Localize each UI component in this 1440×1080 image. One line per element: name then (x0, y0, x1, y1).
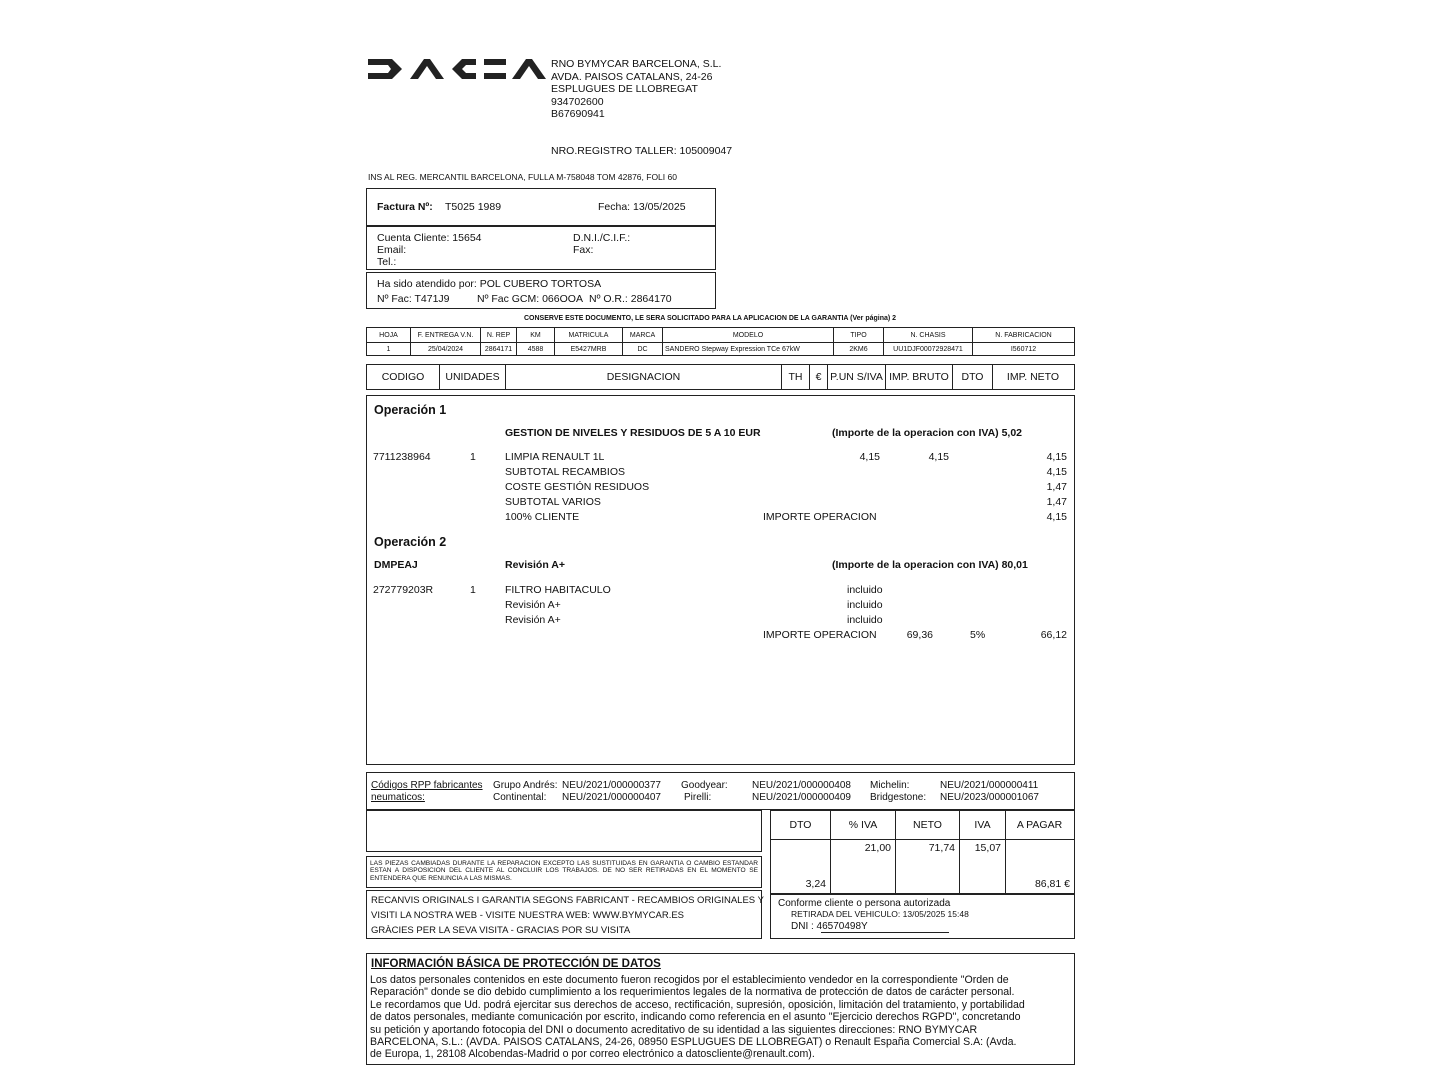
op2-dto: 5% (970, 629, 986, 641)
col-pun: P.UN S/IVA (828, 365, 886, 389)
totals-iva: 15,07 (974, 842, 1001, 854)
or-number: Nº O.R.: 2864170 (589, 293, 672, 305)
vv-entrega: 25/04/2024 (411, 343, 481, 356)
vv-fabricacion: I560712 (1010, 346, 1037, 353)
line-neto: 4,15 (1046, 466, 1067, 478)
col-euro: € (810, 365, 828, 389)
vv-modelo: SANDERO Stepway Expression TCe 67kW (663, 343, 834, 356)
recambios-box (366, 890, 762, 939)
vv-hoja: 1 (367, 343, 411, 356)
op1-importe: (Importe de la operacion con IVA) 5,02 (832, 427, 1023, 439)
totals-h-piva: % IVA (831, 811, 896, 839)
rpp-pirelli-label: Pirelli: (684, 792, 712, 803)
totals-piva: 21,00 (864, 842, 891, 854)
lines-header (366, 364, 1075, 390)
table-row (367, 600, 1073, 615)
line-included: incluido (847, 614, 883, 626)
importe-operacion-label: IMPORTE OPERACION (763, 511, 877, 523)
mercantile-registry: INS AL REG. MERCANTIL BARCELONA, FULLA M-758048 TOM 42876, FOLI 60 (368, 172, 677, 182)
dni-underline (821, 932, 949, 933)
rpp-label-1: Códigos RPP fabricantes (371, 780, 483, 791)
workshop-registry: NRO.REGISTRO TALLER: 105009047 (551, 145, 733, 157)
totals-col-dto (771, 840, 831, 893)
lines-body (366, 395, 1075, 765)
rpp-goodyear: NEU/2021/000000408 (752, 780, 851, 791)
line-text: FILTRO HABITACULO (505, 584, 611, 596)
vv-tipo: 2KM6 (834, 343, 884, 356)
client-email: Email: (377, 244, 407, 256)
col-unidades: UNIDADES (440, 365, 506, 389)
privacy-line: su petición y aportando fotocopia del DNI o documento acreditativo de su identidad a las siguientes direcciones: RNO BYMYCAR (370, 1023, 978, 1036)
vh-hoja: HOJA (367, 328, 411, 342)
totals-col-pagar (1006, 840, 1073, 893)
col-designacion: DESIGNACION (506, 365, 782, 389)
company-phone: 934702600 (551, 95, 604, 108)
totals-col-iva (960, 840, 1006, 893)
totals-pagar: 86,81 € (1034, 878, 1070, 891)
tel-underline-2 (519, 269, 577, 270)
col-neto: IMP. NETO (1006, 371, 1060, 383)
privacy-line: Reparación" donde se dio debido cumplimiento a los requerimientos legales de la normativa de protección de datos de carácter personal. (370, 986, 1015, 999)
table-row (367, 467, 1073, 482)
invoice-box (366, 188, 716, 226)
line-included: incluido (847, 599, 883, 611)
rpp-pirelli: NEU/2021/000000409 (752, 792, 851, 803)
privacy-line: Los datos personales contenidos en este documento fueron recogidos por el establecimiento vendedor en la correspondiente "Orden de (370, 974, 1009, 986)
privacy-title: INFORMACIÓN BÁSICA DE PROTECCIÓN DE DATOS (371, 958, 661, 970)
totals-value-row (771, 840, 1074, 893)
totals-h-iva: IVA (960, 811, 1006, 839)
privacy-line: Le recordamos que Ud. podrá ejercitar sus derechos de acceso, rectificación, supresión, oposición, limitación del tratamiento, y portabilidad (370, 998, 1025, 1011)
conforme-dni: DNI : 46570498Y (791, 921, 868, 932)
vv-chasis: UU1DJF00072928471 (884, 343, 973, 356)
op2-code: DMPEAJ (374, 559, 418, 571)
op1-title: Operación 1 (374, 403, 447, 417)
pieces-note-box (366, 856, 762, 888)
client-box (366, 226, 716, 270)
fac-gcm: Nº Fac GCM: 066OOA (477, 293, 583, 305)
client-account: Cuenta Cliente: 15654 (377, 232, 482, 244)
client-tel: Tel.: (377, 256, 397, 268)
rpp-bridgestone-label: Bridgestone: (870, 792, 927, 803)
privacy-line: BARCELONA, S.L.: (AVDA. PAISOS CATALANS, 24-26, 08950 ESPLUGUES DE LLOBREGAT) o Renault España Comercial S.A: (Avda. (370, 1036, 1017, 1049)
dacia-logo (366, 56, 546, 82)
vh-tipo: TIPO (834, 328, 884, 342)
rpp-bridgestone: NEU/2023/000001067 (940, 792, 1039, 803)
rpp-box (366, 772, 1075, 810)
importe-operacion-label: IMPORTE OPERACION (763, 629, 877, 641)
vv-rep: 2864171 (481, 343, 517, 356)
invoice-number: T5025 1989 (445, 201, 502, 213)
pieces-note: LAS PIEZAS CAMBIADAS DURANTE LA REPARACION EXCEPTO LAS SUSTITUIDAS EN GARANTIA O CAMBIO ESTANDAR ESTAN A DISPOSICION DEL CLIENTE AL CONCLUIR LOS TRABAJOS. DE NO SER RETIRADAS EN EL MOMENTO SE ENTENDERA QUE RENUNCIA A LAS MISMAS. (370, 860, 758, 882)
company-city: ESPLUGUES DE LLOBREGAT (551, 83, 698, 96)
op2-desc: Revisión A+ (505, 559, 566, 571)
vh-chasis: N. CHASIS (884, 328, 973, 342)
totals-h-dto: DTO (771, 811, 831, 839)
vh-km: KM (517, 328, 555, 342)
vehicle-header-row (367, 328, 1074, 343)
recambios-line-3: GRÀCIES PER LA SEVA VISITA - GRACIAS POR SU VISITA (371, 925, 631, 936)
rpp-label-2: neumaticos: (371, 792, 425, 803)
guarantee-note: CONSERVE ESTE DOCUMENTO, LE SERA SOLICITADO PARA LA APLICACION DE LA GARANTIA (Ver página) 2 (524, 315, 897, 322)
privacy-text (370, 974, 1070, 1061)
rpp-goodyear-label: Goodyear: (681, 780, 728, 791)
totals-box (770, 810, 1075, 894)
recambios-line-2: VISITI LA NOSTRA WEB - VISITE NUESTRA WEB: WWW.BYMYCAR.ES (371, 910, 685, 921)
privacy-line: de Europa, 1, 28108 Alcobendas-Madrid o por correo electrónico a datoscliente@renault.com). (370, 1048, 815, 1061)
line-code: 7711238964 (373, 451, 431, 463)
totals-h-pagar: A PAGAR (1016, 819, 1063, 831)
conforme-box (770, 894, 1075, 939)
tel-underline (397, 269, 457, 270)
line-code: 272779203R (373, 584, 434, 596)
col-th: TH (782, 365, 810, 389)
totals-neto: 71,74 (928, 842, 955, 854)
client-fax: Fax: (573, 244, 594, 256)
conforme-line-1: Conforme cliente o persona autorizada (778, 898, 951, 909)
line-text: 100% CLIENTE (505, 511, 580, 523)
line-text: SUBTOTAL RECAMBIOS (505, 466, 625, 478)
line-neto: 4,15 (1046, 451, 1067, 463)
rpp-continental: NEU/2021/000000407 (562, 792, 661, 803)
rpp-grupo: NEU/2021/000000377 (562, 780, 661, 791)
line-text: Revisión A+ (505, 599, 561, 611)
vh-rep: N. REP (481, 328, 517, 342)
op1-desc: GESTION DE NIVELES Y RESIDUOS DE 5 A 10 EUR (505, 427, 761, 439)
totals-col-neto (896, 840, 960, 893)
line-units: 1 (470, 584, 476, 596)
line-units: 1 (470, 451, 476, 463)
totals-header-row (771, 811, 1074, 840)
col-codigo: CODIGO (367, 365, 440, 389)
vh-marca: MARCA (623, 328, 663, 342)
privacy-box (366, 953, 1075, 1065)
op2-importe: (Importe de la operacion con IVA) 80,01 (832, 559, 1028, 571)
vehicle-table (366, 327, 1075, 356)
op2-neto: 66,12 (1040, 629, 1067, 641)
observations-box (366, 810, 762, 852)
rpp-grupo-label: Grupo Andrés: (493, 780, 558, 791)
rpp-michelin-label: Michelin: (870, 780, 910, 791)
line-text: SUBTOTAL VARIOS (505, 496, 601, 508)
attended-box (366, 272, 716, 309)
line-bruto: 4,15 (928, 451, 949, 463)
line-neto: 1,47 (1046, 481, 1067, 493)
table-row (367, 630, 1073, 645)
vh-modelo: MODELO (663, 328, 834, 342)
rpp-continental-label: Continental: (493, 792, 547, 803)
rpp-michelin: NEU/2021/000000411 (940, 780, 1039, 791)
recambios-line-1: RECANVIS ORIGINALS I GARANTIA SEGONS FABRICANT - RECAMBIOS ORIGINALES Y (371, 895, 764, 906)
col-bruto: IMP. BRUTO (886, 365, 953, 389)
vv-matricula: E5427MRB (555, 343, 623, 356)
line-neto: 1,47 (1046, 496, 1067, 508)
op2-bruto: 69,36 (906, 629, 933, 641)
line-text: LIMPIA RENAULT 1L (505, 451, 605, 463)
vh-fabricacion: N. FABRICACION (995, 331, 1052, 339)
col-dto: DTO (953, 365, 993, 389)
table-row (367, 512, 1073, 527)
op2-title: Operación 2 (374, 535, 447, 549)
client-dni: D.N.I./C.I.F.: (573, 232, 631, 244)
vv-km: 4588 (517, 343, 555, 356)
vv-marca: DC (623, 343, 663, 356)
company-address: AVDA. PAISOS CATALANS, 24-26 (551, 70, 713, 83)
totals-h-neto: NETO (896, 811, 960, 839)
vh-matricula: MATRICULA (555, 328, 623, 342)
lines-header-row (367, 365, 1074, 389)
table-row (367, 497, 1073, 512)
totals-col-piva (831, 840, 896, 893)
line-text: COSTE GESTIÓN RESIDUOS (505, 481, 650, 493)
table-row (367, 482, 1073, 497)
company-block (551, 58, 721, 121)
company-name: RNO BYMYCAR BARCELONA, S.L. (551, 58, 722, 70)
privacy-line: de datos personales, mediante comunicación por escrito, indicando como referencia en el asunto "Ejercicio derechos RGPD", concretando (370, 1011, 1021, 1024)
invoice-date: Fecha: 13/05/2025 (598, 201, 686, 213)
fac-number: Nº Fac: T471J9 (377, 293, 450, 305)
invoice-number-label: Factura Nº: (377, 201, 433, 213)
attended-by: Ha sido atendido por: POL CUBERO TORTOSA (377, 278, 602, 290)
vehicle-value-row (367, 343, 1074, 356)
line-neto: 4,15 (1046, 511, 1067, 523)
line-text: Revisión A+ (505, 614, 561, 626)
line-included: incluido (847, 584, 883, 596)
vh-entrega: F. ENTREGA V.N. (411, 328, 481, 342)
conforme-line-2: RETIRADA DEL VEHICULO: 13/05/2025 15:48 (791, 909, 969, 919)
line-pun: 4,15 (859, 451, 880, 463)
table-row (367, 615, 1073, 630)
table-row (367, 452, 1073, 467)
table-row (367, 585, 1073, 600)
totals-dto: 3,24 (805, 878, 826, 891)
company-cif: B67690941 (551, 108, 605, 121)
